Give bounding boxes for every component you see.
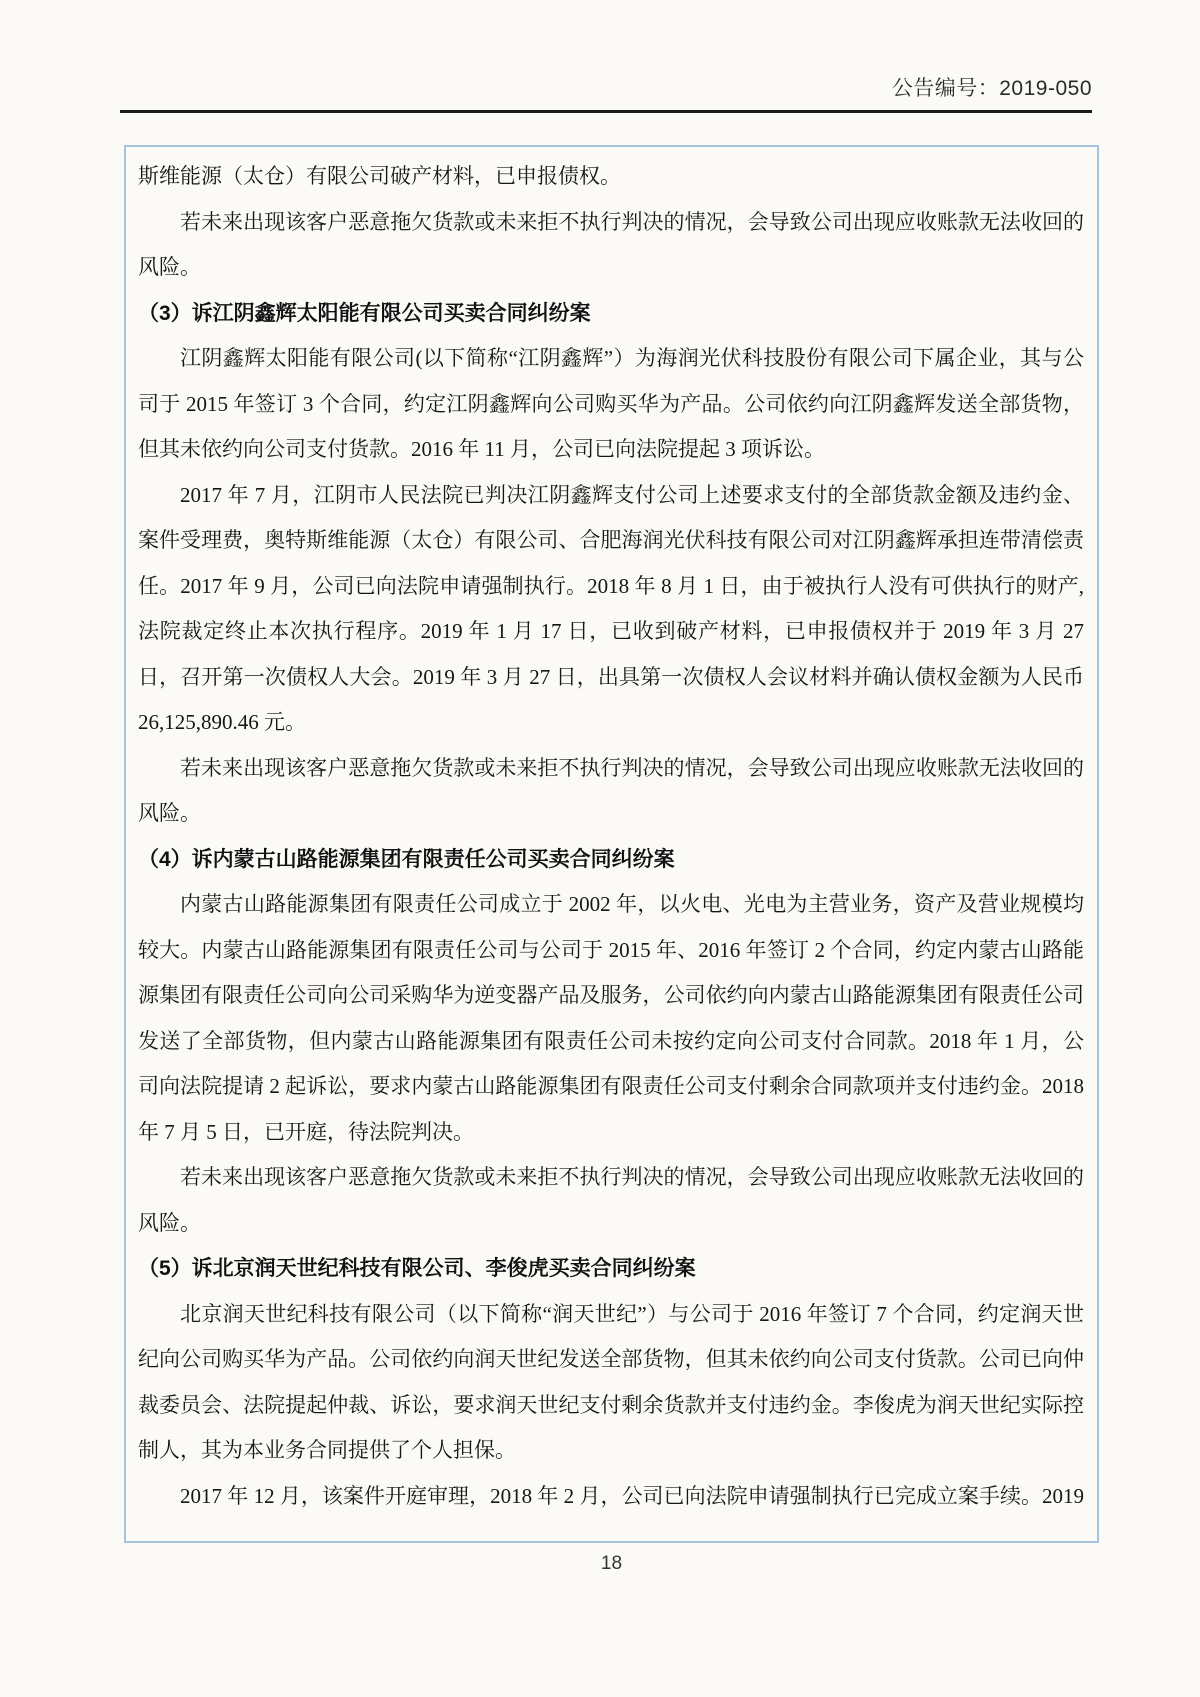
- heading-case-3: （3）诉江阴鑫辉太阳能有限公司买卖合同纠纷案: [138, 301, 591, 325]
- heading-case-5: （5）诉北京润天世纪科技有限公司、李俊虎买卖合同纠纷案: [138, 1257, 696, 1280]
- paragraph-case-4-details: 内蒙古山路能源集团有限责任公司成立于 2002 年，以火电、光电为主营业务，资产及营业规模均较大。内蒙古山路能源集团有限责任公司与公司于 2015 年、2016 年签订 2 个合同，约定内蒙古山路能源集团有限责任公司向公司采购华为逆变器产品及服务，公司依约向内蒙古山路能源集团有限责任公司发送了全部货物，但内蒙古山路能源集团有限责任公司未按约定向公司支付合同款。2018 年 1 月，公司向法院提请 2 起诉讼，要求内蒙古山路能源集团有限责任公司支付剩余合同款项并支付违约金。2018 年 7 月 5 日，已开庭，待法院判决。: [138, 892, 1084, 1144]
- paragraph-case-5-enforcement: 2017 年 12 月，该案件开庭审理，2018 年 2 月，公司已向法院申请强制执行已完成立案手续。2019: [180, 1483, 1084, 1508]
- page-number: 18: [600, 1553, 623, 1574]
- page-header: [120, 72, 1092, 102]
- paragraph-risk-warning-3: 若未来出现该客户恶意拖欠货款或未来拒不执行判决的情况，会导致公司出现应收账款无法收回的风险。: [138, 1165, 1084, 1235]
- paragraph-case-3-background: 江阴鑫辉太阳能有限公司(以下简称“江阴鑫辉”）为海润光伏科技股份有限公司下属企业，其与公司于 2015 年签订 3 个合同，约定江阴鑫辉向公司购买华为产品。公司依约向江阴鑫辉发送全部货物，但其未依约向公司支付货款。2016 年 11 月，公司已向法院提起 3 项诉讼。: [138, 346, 1084, 461]
- page-footer: [124, 1553, 1099, 1575]
- paragraph-case-5-details: 北京润天世纪科技有限公司（以下简称“润天世纪”）与公司于 2016 年签订 7 个合同，约定润天世纪向公司购买华为产品。公司依约向润天世纪发送全部货物，但其未依约向公司支付货款。公司已向仲裁委员会、法院提起仲裁、诉讼，要求润天世纪支付剩余货款并支付违约金。李俊虎为润天世纪实际控制人，其为本业务合同提供了个人担保。: [138, 1301, 1084, 1462]
- content-box: [124, 145, 1099, 1543]
- announcement-number: 公告编号：2019-050: [891, 77, 1092, 100]
- paragraph-bankruptcy-continuation: 斯维能源（太仓）有限公司破产材料，已申报债权。: [138, 164, 621, 188]
- header-divider: [120, 110, 1092, 113]
- paragraph-risk-warning-2: 若未来出现该客户恶意拖欠货款或未来拒不执行判决的情况，会导致公司出现应收账款无法收回的风险。: [138, 755, 1084, 825]
- paragraph-case-3-judgment: 2017 年 7 月，江阴市人民法院已判决江阴鑫辉支付公司上述要求支付的全部货款金额及违约金、案件受理费，奥特斯维能源（太仓）有限公司、合肥海润光伏科技有限公司对江阴鑫辉承担连带清偿责任。2017 年 9 月，公司已向法院申请强制执行。2018 年 8 月 1 日，由于被执行人没有可供执行的财产,法院裁定终止本次执行程序。2019 年 1 月 17 日，已收到破产材料，已申报债权并于 2019 年 3 月 27 日，召开第一次债权人大会。2019 年 3 月 27 日，出具第一次债权人会议材料并确认债权金额为人民币 26,125,890.46 元。: [138, 482, 1084, 734]
- heading-case-4: （4）诉内蒙古山路能源集团有限责任公司买卖合同纠纷案: [138, 847, 675, 871]
- paragraph-risk-warning-1: 若未来出现该客户恶意拖欠货款或未来拒不执行判决的情况，会导致公司出现应收账款无法收回的风险。: [138, 209, 1084, 279]
